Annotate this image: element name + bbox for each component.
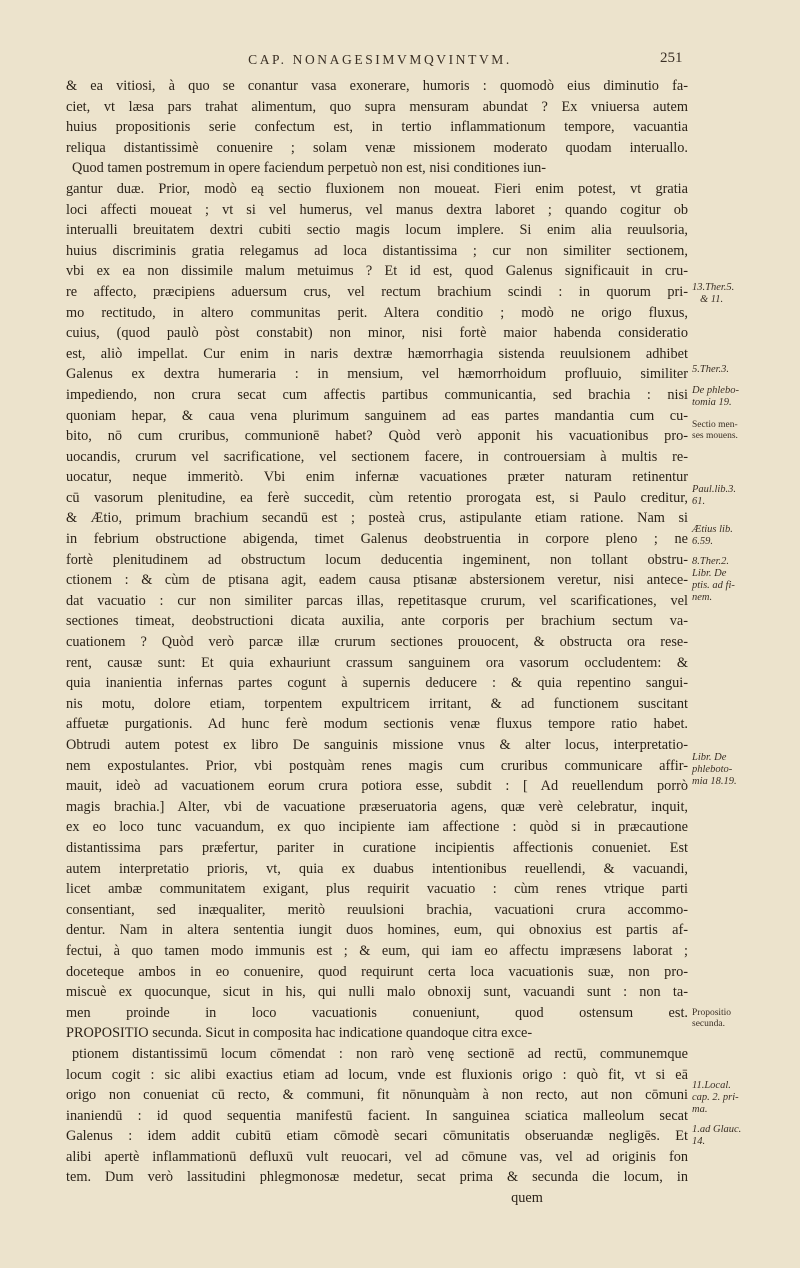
text-line: doceteque ambos in eo conuenire, quod requirunt certa loca vacuationis suæ, non pro- xyxy=(66,963,688,980)
text-line: ciet, vt læsa pars trahat alimentum, quo supra mensuram abundat ? Ex vniuersa autem xyxy=(66,98,688,115)
text-line: autem interpretatio prioris, vt, quia ex duabus intentionibus reuellendi, & vacuandi, xyxy=(66,860,688,877)
text-line: cuius, (quod paulò pòst constabit) non minor, nisi fortè maior habenda consideratio xyxy=(66,325,688,342)
text-line: uocandis, crurum vel sacrificatione, vel sectionem facere, in controuersiam à multis re- xyxy=(66,448,688,465)
margin-note-local: 11.Local. cap. 2. pri- ma. 1.ad Glauc. 14. xyxy=(692,1080,742,1147)
text-line: distantissima pars præfertur, pariter in curatione incipientis affectionis conueniet. Est xyxy=(66,839,688,856)
page-number: 251 xyxy=(660,50,683,66)
text-line: huius discriminis gratia relegamus ad loca distantissima ; cur non similiter sectionem, xyxy=(66,242,688,259)
text-line: gantur duæ. Prior, modò eą sectio fluxionem non moueat. Fieri enim potest, vt gratia xyxy=(66,180,688,197)
text-line: quia inanientia infernas partes cogunt à supernis deducere : & quia repentino sangui- xyxy=(66,675,688,692)
text-line: miscuè ex quocunque, sicut in his, qui nulli malo obnoxij sunt, vacuandi sunt : non ta- xyxy=(66,984,688,1001)
text-line: tem. Dum verò lassitudini phlegmonosæ medetur, secat prima & secunda die locum, in xyxy=(66,1169,688,1186)
text-line: vbi ex ea non dissimile malum metuimus ? Et id est, quod Galenus significauit in cru- xyxy=(66,263,688,280)
text-line: origo non conueniat cū recto, & communi, fit nōnunquàm à non recto, aut non cōmuni xyxy=(66,1087,688,1104)
text-line: consentiant, sed inæqualiter, meritò reuulsioni brachia, vacuationi crura accommo- xyxy=(66,901,688,918)
margin-note-ther-5: 13.Ther.5. & 11. xyxy=(692,282,735,305)
text-line: licet ambæ communitatem exigant, plus requirit vacuatio : cùm renes vtrique parti xyxy=(66,881,688,898)
text-line: & Ætio, primum brachium secandū est ; posteà crus, astipulante etiam ratione. Nam si xyxy=(66,510,688,527)
text-line: quoniam hepar, & caua vena plurimum sanguinem ad eas partes mandantia cum cu- xyxy=(66,407,688,424)
margin-note-de-phlebotomia: De phlebo- tomia 19. xyxy=(692,385,739,408)
margin-note-paulus: Paul.lib.3. 61. xyxy=(692,484,737,507)
text-line: Galenus : idem addit cubitū etiam cōmodè secari cōmunitatis obseruandæ negligēs. Et xyxy=(66,1128,688,1145)
text-line: Quod tamen postremum in opere faciendum perpetuò non est, nisi conditiones iun- xyxy=(72,160,547,177)
text-line: ctionem : & cùm de ptisana agit, eadem causa ptisanæ abstersionem veretur, nisi antece- xyxy=(66,572,688,589)
text-line: & ea vitiosi, à quo se conantur vasa exonerare, humoris : quomodò eius diminutio fa- xyxy=(66,78,688,94)
text-line: huius propositionis serie confectum est, in tertio inflammationum tempore, vacuantia xyxy=(66,119,688,136)
margin-note-de-phlebotomia-18: Libr. De phleboto- mia 18.19. xyxy=(692,752,737,787)
text-line: mauit, ideò ad vacuationem eorum crura potiora esse, subdit : [ Ad reuellendum porrò xyxy=(66,778,688,795)
text-line: interualli breuitatem dextri cubiti sectio magis locum implere. Si enim alia reuulsoria, xyxy=(66,222,688,239)
text-line: impediendo, non crura secat cum affectis partibus communicantia, sed brachia : nisi xyxy=(66,386,688,403)
text-line: locum cogit : sic alibi exactius etiam ad locum, vnde est fluxionis origo : quò fit, vt si eā xyxy=(66,1066,688,1083)
text-line: rent, causæ sunt: Et quia exhauriunt crassum sanguinem ora vasorum occludentem: & xyxy=(66,654,688,671)
text-line: alibi apertè inflammationū defluxū vult reuocari, vel ad cōmune vas, vel ad originis fon xyxy=(66,1148,688,1165)
margin-note-ther-2: 8.Ther.2. Libr. De ptis. ad fi- nem. xyxy=(692,556,735,603)
text-line: est, aliò impellat. Cur enim in naris dextræ hæmorrhagia sistenda reuulsionem adhibet xyxy=(66,345,688,362)
text-line: loci affecti moueat ; vt si vel humerus, vel manus dextra laboret ; quando cogitur ob xyxy=(66,201,688,218)
text-line: reliqua distantissimè conuenire ; solam venæ missionem moderato quodam interuallo. xyxy=(66,139,688,156)
text-line: bito, nō cum cruribus, communionē habet? Quòd verò apponit his vacuationibus pro- xyxy=(66,428,688,445)
text-line: in febrium obstructione abigenda, timet Galenus deobstruentia in corpore pleno ; ne xyxy=(66,531,688,548)
running-title: CAP. NONAGESIMVMQVINTVM. xyxy=(248,52,512,67)
text-line: affuetæ purgationis. Ad hunc ferè modum sectionis venæ fluxus tempore ratio habet. xyxy=(66,716,688,733)
text-line: Obtrudi autem potest ex libro De sanguinis missione vnus & alter locus, interpretatio- xyxy=(66,737,688,753)
text-line: ptionem distantissimū locum cōmendat : non rarò venę sectionē ad rectū, communemque xyxy=(72,1045,688,1062)
text-line: nis motu, dolore etiam, torpentem expultricem irritant, & ad functionem suscitant xyxy=(66,695,688,712)
text-line: ex eo loco tunc vacuandum, ex quo incipiente iam affectione : quòd si in præcautione xyxy=(66,819,688,836)
text-line: magis brachia.] Alter, vbi de vacuatione præseruatoria agens, quæ verè celebratur, inquit, xyxy=(66,798,688,815)
text-line: mo rectitudo, in altero communitas perit. Altera conditio ; modò ne origo fluxus, xyxy=(66,304,688,321)
margin-note-sectio-menses: Sectio men- ses mouens. xyxy=(692,420,738,441)
text-line: Galenus ex dextra humeraria : in mensium, vel hæmorrhoidum profluuio, similiter xyxy=(66,366,688,383)
text-line: men proinde in loco vacuationis conueniunt, quod ostensum est. xyxy=(66,1004,688,1021)
margin-note-aetius: Ætius lib. 6.59. xyxy=(692,524,733,547)
margin-note-propositio: Propositio secunda. xyxy=(692,1008,732,1029)
text-line: PROPOSITIO secunda. Sicut in composita hac indicatione quandoque citra exce- xyxy=(66,1025,533,1042)
margin-note-ther-3: 5.Ther.3. xyxy=(692,364,730,375)
text-line: nem expostulantes. Prior, vbi postquàm renes magis cum cruribus communicare affir- xyxy=(66,757,688,774)
text-line: fortè plenitudinem ad obstructum locum deducentia ingeminent, non tollant obstru- xyxy=(66,551,688,568)
text-line: sectiones timeat, deobstructioni dicata auxilia, ante corporis per brachium sectum va- xyxy=(66,613,688,630)
text-line: dentur. Nam in altera sententia iungit duos homines, eum, qui obnoxius est partis af- xyxy=(66,922,688,939)
text-line: re affecto, præcipiens aduersum crus, vel rectum brachium scindi : in quorum pri- xyxy=(66,283,688,300)
main-text-block xyxy=(66,76,688,1209)
text-line: uocatur, neque immeritò. Vbi enim infernæ vacuationes præter naturam retinentur xyxy=(66,469,688,486)
text-line: dat vacuatio : cur non similiter parcas illas, repetitasque crurum, vel scarificationes, vel xyxy=(66,592,688,609)
text-line: cū vasorum plenitudine, ea ferè succedit, cùm retentio prorogata est, si Paulo creditur, xyxy=(66,489,688,506)
text-line: cuationem ? Quòd verò parcæ illæ crurum sectiones prouocent, & obstructa ora rese- xyxy=(66,634,688,651)
text-line: inaniendū : id quod sequentia manifestū facient. In sanguinea sciatica malleolum secat xyxy=(66,1107,688,1124)
text-line: quem xyxy=(511,1190,543,1207)
text-line: fectui, à quo tamen modo immunis est ; & eum, qui iam eo affectu impræsens laborat ; xyxy=(66,942,688,959)
